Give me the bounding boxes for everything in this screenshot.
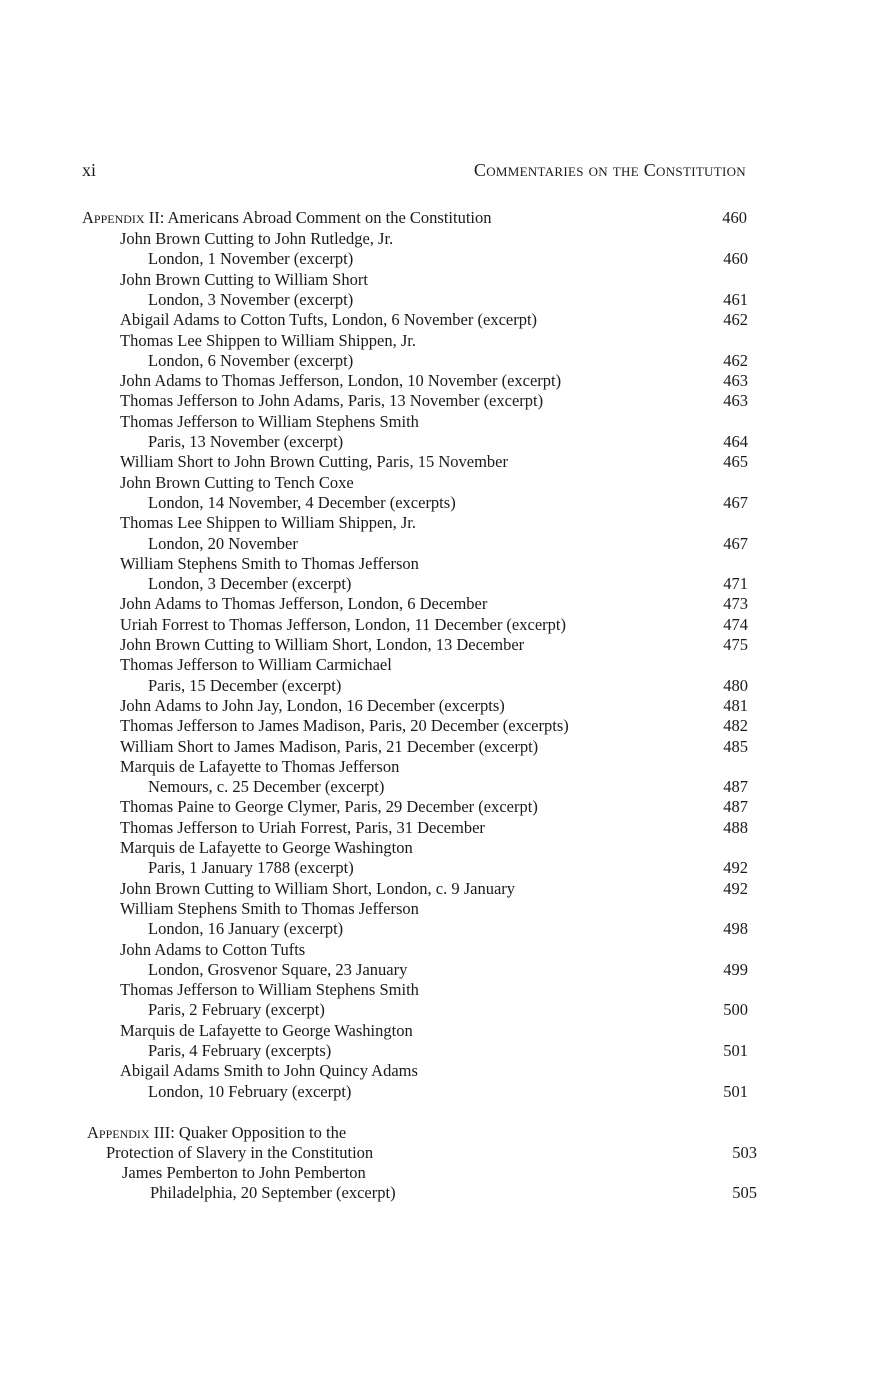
toc-entry: [0, 554, 875, 574]
toc-entry-text: Thomas Jefferson to William Carmichael: [120, 655, 392, 675]
toc-entry-text: John Brown Cutting to Tench Coxe: [120, 472, 354, 492]
toc-entry-text: London, Grosvenor Square, 23 January: [148, 959, 408, 979]
appendix-heading: [0, 208, 875, 228]
toc-entry-text: Philadelphia, 20 September (excerpt): [150, 1183, 396, 1202]
toc-entry: [0, 371, 875, 391]
toc-entry-page: 500: [723, 1000, 748, 1020]
toc-entry-text: John Adams to Thomas Jefferson, London, 10 November (excerpt): [120, 371, 562, 391]
toc-entry: [0, 249, 875, 269]
toc-entry-page: 461: [723, 289, 748, 309]
toc-entry-page: 473: [723, 594, 748, 614]
toc-entry: [0, 331, 875, 351]
toc-entry-text: Thomas Lee Shippen to William Shippen, Jr.: [120, 330, 417, 350]
toc-entry-text: John Adams to Cotton Tufts: [120, 939, 306, 959]
toc-entry: [0, 452, 875, 472]
toc-entry-page: 463: [723, 391, 748, 411]
toc-entry-page: 487: [723, 777, 748, 797]
toc-entry-page: 487: [723, 797, 748, 817]
toc-entry-text: William Stephens Smith to Thomas Jefferson: [120, 898, 419, 918]
toc-entry: [0, 757, 875, 777]
toc-entry: [0, 412, 875, 432]
toc-entry-text: William Short to James Madison, Paris, 21 December (excerpt): [120, 736, 539, 756]
toc-entry-text: Paris, 15 December (excerpt): [148, 675, 342, 695]
toc-entry-text: Thomas Jefferson to William Stephens Smith: [120, 411, 419, 431]
appendix-page: 460: [722, 208, 747, 227]
toc-entry: [0, 676, 875, 696]
toc-entry: [0, 290, 875, 310]
toc-entry-text: London, 14 November, 4 December (excerpts): [148, 492, 456, 512]
toc-entry: [0, 797, 875, 817]
toc-entry-page: 464: [723, 432, 748, 451]
toc-entry: [0, 899, 875, 919]
toc-entry-text: London, 10 February (excerpt): [148, 1081, 352, 1101]
toc-entry: [0, 716, 875, 736]
toc-entry-text: London, 16 January (excerpt): [148, 919, 344, 939]
toc-entry-page: 475: [723, 635, 748, 654]
toc-entry-page: 462: [723, 350, 748, 370]
toc-entry-page: 505: [732, 1183, 757, 1202]
toc-entry-text: William Short to John Brown Cutting, Paris, 15 November: [120, 452, 508, 472]
toc-entry-page: 474: [723, 614, 748, 634]
toc-entry-text: Marquis de Lafayette to George Washington: [120, 838, 413, 857]
toc-entry: [0, 960, 875, 980]
toc-entry-text: London, 6 November (excerpt): [148, 350, 354, 370]
appendix-title: : Americans Abroad Comment on the Constitution: [159, 208, 492, 227]
toc-entry: [0, 919, 875, 939]
toc-entry-text: William Stephens Smith to Thomas Jefferson: [120, 553, 419, 573]
toc-entry-page: 498: [723, 919, 748, 939]
toc-entry: [0, 615, 875, 635]
toc-entry: [0, 838, 875, 858]
toc-entry: [0, 980, 875, 1000]
toc-entry-text: John Brown Cutting to John Rutledge, Jr.: [120, 229, 394, 248]
toc-entry: [0, 879, 875, 899]
toc-entry: [0, 1021, 875, 1041]
toc-entry-text: London, 20 November: [148, 533, 298, 553]
toc-entry: [0, 1082, 875, 1102]
toc-entry: [0, 493, 875, 513]
toc-entry: [0, 696, 875, 716]
toc-entry: [0, 777, 875, 797]
toc-entry-page: 465: [723, 452, 748, 472]
toc-entry: [0, 940, 875, 960]
toc-entry-page: 460: [723, 249, 748, 269]
toc-entry-text: James Pemberton to John Pemberton: [122, 1163, 366, 1182]
toc-entry: [0, 1183, 875, 1203]
appendix-title: : Quaker Opposition to the: [170, 1123, 347, 1142]
toc-entry-text: Nemours, c. 25 December (excerpt): [148, 777, 385, 797]
toc-entry-text: Thomas Jefferson to Uriah Forrest, Paris, 31 December: [120, 817, 485, 837]
toc-entry: [0, 574, 875, 594]
toc-entry-text: Thomas Paine to George Clymer, Paris, 29 December (excerpt): [120, 797, 538, 817]
toc-entry-page: 467: [723, 533, 748, 553]
toc-entry: [0, 310, 875, 330]
toc-entry-text: London, 3 December (excerpt): [148, 574, 352, 594]
toc-entry-page: 471: [723, 574, 748, 594]
toc-entry-page: 482: [723, 716, 748, 736]
toc-entry-page: 467: [723, 492, 748, 512]
appendix-title-line2: Protection of Slavery in the Constitution: [106, 1143, 374, 1162]
toc-entry-text: Abigail Adams Smith to John Quincy Adams: [120, 1061, 418, 1081]
toc-entry-text: Paris, 4 February (excerpts): [148, 1041, 332, 1060]
toc-entry-page: 501: [723, 1081, 748, 1101]
toc-entry: [0, 432, 875, 452]
appendix-label: Appendix III: [87, 1123, 171, 1142]
toc-entry-text: Marquis de Lafayette to George Washington: [120, 1020, 413, 1040]
toc-entry: [0, 1041, 875, 1061]
toc-entry-text: Abigail Adams to Cotton Tufts, London, 6 November (excerpt): [120, 310, 538, 330]
toc-entry-page: 488: [723, 817, 748, 837]
toc-entry: [0, 635, 875, 655]
toc-entry: [0, 513, 875, 533]
appendix-heading-line2: [0, 1143, 875, 1163]
toc-entry-page: 501: [723, 1041, 748, 1060]
toc-entry: [0, 229, 875, 249]
toc-entry-page: 462: [723, 310, 748, 330]
toc-entry-text: London, 3 November (excerpt): [148, 289, 354, 309]
toc-entry-text: Paris, 13 November (excerpt): [148, 432, 344, 451]
toc-entry-text: Thomas Lee Shippen to William Shippen, Jr.: [120, 513, 417, 533]
toc-entry-text: Thomas Jefferson to James Madison, Paris, 20 December (excerpts): [120, 716, 569, 736]
toc-entry: [0, 594, 875, 614]
toc-entry-text: John Brown Cutting to William Short, London, 13 December: [120, 635, 525, 654]
toc-entry-text: Paris, 2 February (excerpt): [148, 1000, 325, 1020]
toc-entry-text: Thomas Jefferson to John Adams, Paris, 13 November (excerpt): [120, 391, 544, 411]
appendix-page: 503: [732, 1143, 757, 1162]
toc-entry: [0, 858, 875, 878]
toc-entry: [0, 655, 875, 675]
toc-entry: [0, 270, 875, 290]
toc-entry: [0, 737, 875, 757]
toc-entry-text: John Adams to Thomas Jefferson, London, 6 December: [120, 594, 488, 614]
toc-entry-text: Marquis de Lafayette to Thomas Jefferson: [120, 756, 400, 776]
toc-entry-text: Thomas Jefferson to William Stephens Smith: [120, 980, 419, 1000]
toc-entry-text: John Adams to John Jay, London, 16 December (excerpts): [120, 695, 505, 715]
toc-entry-page: 499: [723, 959, 748, 979]
toc-entry-page: 492: [723, 858, 748, 878]
toc-entry-text: John Brown Cutting to William Short, London, c. 9 January: [120, 878, 516, 898]
toc-entry: [0, 1163, 875, 1183]
toc-entry: [0, 473, 875, 493]
toc-entry: [0, 1061, 875, 1081]
toc-entry-text: Paris, 1 January 1788 (excerpt): [148, 858, 354, 878]
toc-entry: [0, 818, 875, 838]
toc-entry-page: 480: [723, 675, 748, 695]
toc-entry-text: Uriah Forrest to Thomas Jefferson, London, 11 December (excerpt): [120, 614, 566, 634]
toc-entry: [0, 351, 875, 371]
running-head: [82, 160, 746, 181]
page-folio: xi: [82, 160, 97, 180]
toc-entry-page: 485: [723, 736, 748, 756]
toc-entry-text: John Brown Cutting to William Short: [120, 269, 368, 289]
appendix-label: Appendix II: [82, 208, 160, 227]
toc-entry: [0, 534, 875, 554]
appendix-heading: [0, 1123, 875, 1143]
toc-entry-text: London, 1 November (excerpt): [148, 249, 354, 269]
toc-entry-page: 492: [723, 878, 748, 898]
toc-entry-page: 481: [723, 695, 748, 715]
toc-entry: [0, 391, 875, 411]
toc-entry-page: 463: [723, 371, 748, 391]
toc-entry: [0, 1000, 875, 1020]
running-title: Commentaries on the Constitution: [473, 160, 746, 180]
